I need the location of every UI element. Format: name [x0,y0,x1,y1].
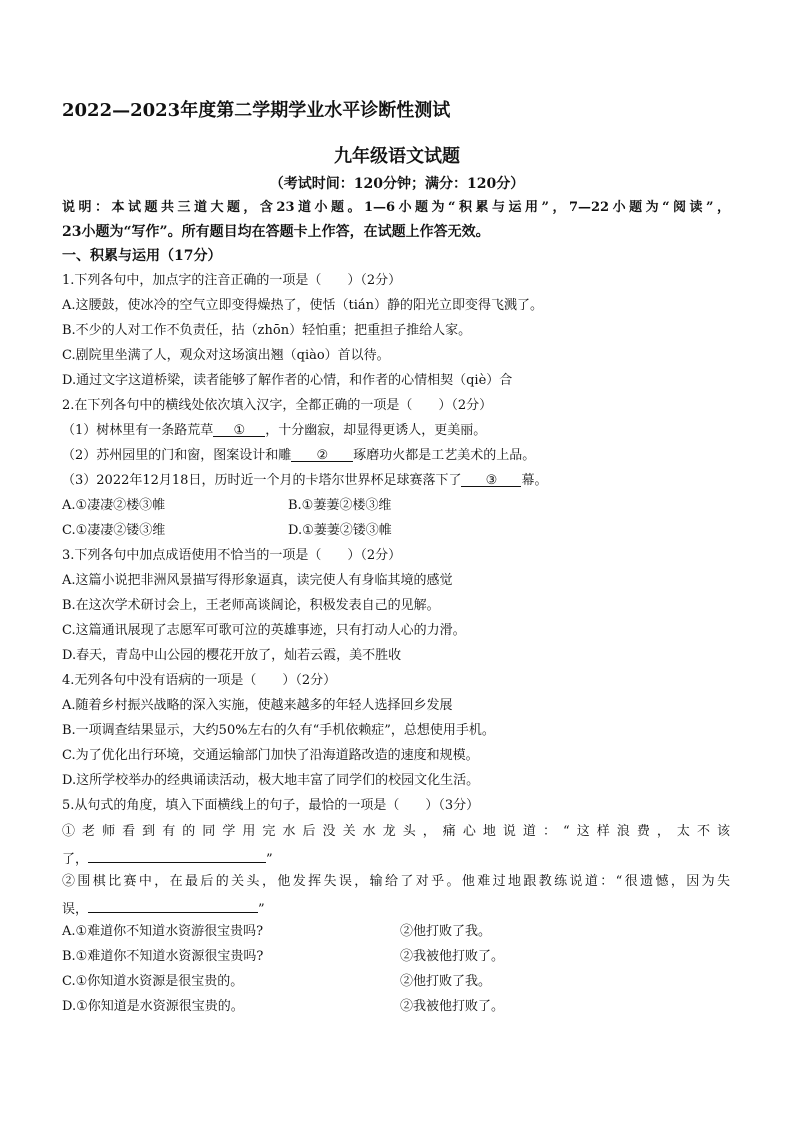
q1-option-d: D.通过文字这道桥梁，读者能够了解作者的心情，和作者的心情相契（qiè）合 [62,373,513,388]
q5-option-a-part-2: ②他打败了我。 [400,924,492,939]
q3-stem: 3.下列各句中加点成语使用不恰当的一项是（ ）（2分） [62,548,402,563]
q5-p2-text-post: ” [258,902,265,917]
q1-stem: 1.下列各句中，加点字的注音正确的一项是（ ）（2分） [62,273,402,288]
q2-blank-3-mark: ③ [485,473,498,488]
section-heading: 一、积累与运用（17分） [62,248,222,264]
q3-option-b: B.在这次学术研讨会上，王老师高谈阔论，积极发表自己的见解。 [62,598,440,613]
q5-passage-1-line-2 [62,848,273,869]
q2-option-a: A.①凄凄②楼③帷 [62,498,166,513]
q2-blank-3 [461,472,521,487]
q1-option-b: B.不少的人对工作不负责任，拈（zhōn）轻怕重；把重担子推给人家。 [62,323,472,338]
q2-s3-text-pre: （3）2022年12月18日，历时近一个月的卡塔尔世界杯足球赛落下了 [62,473,462,488]
q2-blank-1 [213,422,265,437]
instructions-line-2: 23小题为“写作”。所有题目均在答题卡上作答，在试题上作答无效。 [62,224,490,240]
q5-option-c-part-2: ②他打败了我。 [400,974,492,989]
q2-blank-2 [291,447,353,462]
q2-option-b: B.①萋萋②楼③维 [288,498,392,513]
q5-p1-text-pre: 了， [62,852,89,867]
q2-s1-text-post: ，十分幽寂，却显得更诱人，更美丽。 [265,423,487,438]
q4-option-b: B.一项调查结果显示，大约50%左右的久有“手机依赖症”，总想使用手机。 [62,723,495,738]
q5-option-d-part-2: ②我被他打败了。 [400,999,505,1014]
q3-option-a: A.这篇小说把非洲风景描写得形象逼真，读完使人有身临其境的感觉 [62,573,453,588]
q4-option-a: A.随着乡村振兴战略的深入实施，使越来越多的年轻人选择回乡发展 [62,698,453,713]
q2-sentence-1 [62,422,486,440]
q4-option-d: D.这所学校举办的经典诵读活动，极大地丰富了同学们的校园文化生活。 [62,773,480,788]
q5-blank-1 [88,848,266,863]
q5-option-d-part-1: D.①你知道是水资源很宝贵的。 [62,999,244,1014]
q4-option-c: C.为了优化出行环境，交通运输部门加快了沿海道路改造的速度和规模。 [62,748,479,763]
q5-passage-2-line-2 [62,898,265,919]
q1-option-c: C.剧院里坐满了人，观众对这场演出翘（qiào）首以待。 [62,348,390,363]
q5-p2-text-pre: 误， [62,902,89,917]
exam-info: （考试时间：120分钟；满分：120分） [269,176,525,192]
q5-option-c-part-1: C.①你知道水资源是很宝贵的。 [62,974,244,989]
q2-sentence-3 [62,472,547,490]
q2-s2-text-pre: （2）苏州园里的门和窗，图案设计和雕 [62,448,292,463]
q5-blank-2 [88,898,258,913]
q2-option-d: D.①萋萋②镂③帷 [288,523,392,538]
q2-blank-1-mark: ① [233,423,246,438]
q5-stem: 5.从句式的角度，填入下面横线上的句子，最恰的一项是（ ）（3分） [62,798,480,813]
q5-option-b-part-2: ②我被他打败了。 [400,949,505,964]
q2-sentence-2 [62,447,535,465]
q5-p1-text-post: ” [266,852,273,867]
exam-subtitle: 九年级语文试题 [334,146,460,167]
q3-option-c: C.这篇通讯展现了志愿军可歌可泣的英雄事迹，只有打动人心的力滑。 [62,623,466,638]
q5-passage-2-line-1: ②围棋比赛中，在最后的关头，他发挥失误，输给了对乎。他难过地跟教练说道：“很遗憾，因为失 [62,874,730,889]
q1-option-a: A.这腰鼓，使冰冷的空气立即变得燥热了，使恬（tián）静的阳光立即变得飞溅了。 [62,298,544,313]
exam-title: 2022—2023年度第二学期学业水平诊断性测试 [62,100,451,121]
q5-option-b-part-1: B.①难道你不知道水资源很宝贵吗? [62,949,264,964]
q2-option-c: C.①凄凄②镂③维 [62,523,166,538]
q2-s1-text-pre: （1）树林里有一条路荒草 [62,423,214,438]
q2-s2-text-post: 琢磨功火都是工艺美术的上品。 [353,448,536,463]
q2-blank-2-mark: ② [316,448,329,463]
q5-option-a-part-1: A.①难道你不知道水资游很宝贵吗? [62,924,264,939]
instructions-line-1: 说明：本试题共三道大题，含23道小题。1—6小题为“积累与运用”，7—22小题为“阅读”， [62,200,730,215]
q5-passage-1-line-1: ①老师看到有的同学用完水后没关水龙头，痛心地说道：“这样浪费，太不该 [62,824,730,839]
q2-stem: 2.在下列各句中的横线处依次填入汉字，全都正确的一项是（ ）（2分） [62,398,493,413]
q3-option-d: D.春天，青岛中山公园的樱花开放了，灿若云霞，美不胜收 [62,648,402,663]
q2-s3-text-post: 幕。 [521,473,548,488]
q4-stem: 4.无列各句中没有语病的一项是（ ）（2分） [62,673,337,688]
